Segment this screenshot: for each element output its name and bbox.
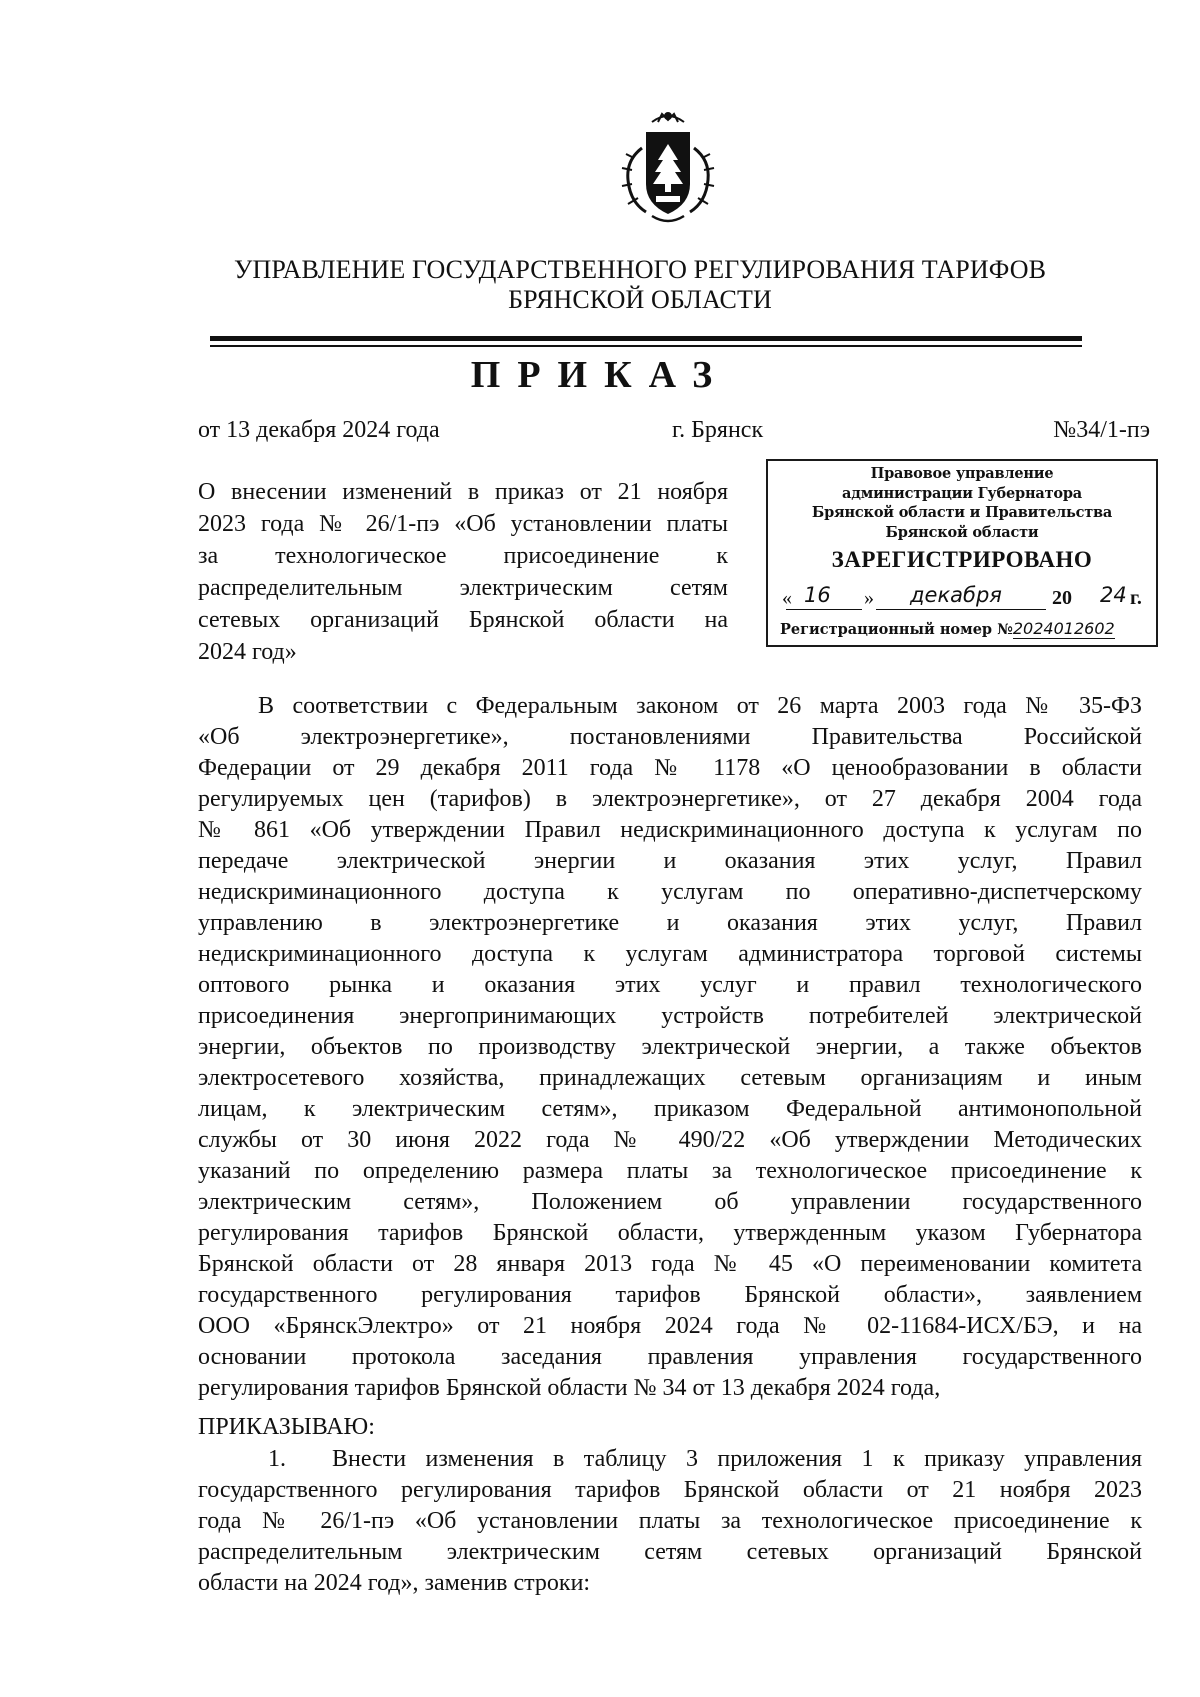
preamble-line: указаний по определению размера платы за технологическое присоединение к: [198, 1158, 1142, 1184]
stamp-year-prefix: 20: [1052, 587, 1072, 609]
preamble-line: электрическим сетям», Положением об управлении государственного: [198, 1189, 1142, 1215]
stamp-authority-line: Брянской области и Правительства: [811, 504, 1113, 521]
stamp-quote-mark: »: [864, 587, 874, 609]
preamble-text: [198, 691, 1142, 1404]
preamble-line: основании протокола заседания правления управления государственного: [198, 1344, 1142, 1370]
org-name-line-2: БРЯНСКОЙ ОБЛАСТИ: [508, 285, 772, 314]
stamp-handwritten-day: 16: [804, 583, 831, 607]
order-date: от 13 декабря 2024 года: [198, 417, 440, 443]
stamp-authority-line: Брянской области: [885, 523, 1039, 541]
subject-line: 2024 год»: [198, 639, 297, 665]
subject-line: 2023 года № 26/1-пэ «Об установлении платы: [198, 511, 728, 537]
preamble-line: Брянской области от 28 января 2013 года № 45 «О переименовании комитета: [198, 1251, 1142, 1277]
preamble-line: передаче электрической энергии и оказания этих услуг, Правил: [198, 848, 1142, 874]
stamp-handwritten-year: 24: [1100, 583, 1127, 607]
preamble-line: лицам, к электрическим сетям», приказом Федеральной антимонопольной: [198, 1096, 1142, 1122]
stamp-registered-label: ЗАРЕГИСТРИРОВАНО: [831, 547, 1093, 572]
stamp-authority: [768, 464, 1156, 542]
preamble-line: «Об электроэнергетике», постановлениями Правительства Российской: [198, 724, 1142, 750]
stamp-authority-line: Правовое управление: [870, 465, 1054, 482]
stamp-handwritten-month: декабря: [910, 583, 1002, 607]
preamble-line: Федерации от 29 декабря 2011 года № 1178 «О ценообразовании в области: [198, 755, 1142, 781]
preamble-line: энергии, объектов по производству электрической энергии, а также объектов: [198, 1034, 1142, 1060]
preamble-line: ООО «БрянскЭлектро» от 21 ноября 2024 года № 02-11684-ИСХ/БЭ, и на: [198, 1313, 1142, 1339]
subject-line: за технологическое присоединение к: [198, 543, 728, 569]
stamp-regnum-label: Регистрационный номер №: [780, 621, 1013, 638]
preamble-line: государственного регулирования тарифов Брянской области», заявлением: [198, 1282, 1142, 1308]
header-divider-thick: [210, 336, 1082, 341]
stamp-year-end: г.: [1130, 587, 1142, 609]
stamp-quote-mark: «: [782, 587, 792, 609]
stamp-handwritten-regnum: 2024012602: [1012, 619, 1115, 638]
stamp-date-row: [782, 585, 1150, 613]
document-type-title: ПРИКАЗ: [470, 354, 730, 396]
preamble-line: недискриминационного доступа к услугам администратора торговой системы: [198, 941, 1142, 967]
preamble-line: управлению в электроэнергетике и оказания этих услуг, Правил: [198, 910, 1142, 936]
item-line: года № 26/1-пэ «Об установлении платы за технологическое присоединение к: [198, 1508, 1142, 1534]
item-line-text: Внести изменения в таблицу 3 приложения 1 к приказу управления: [332, 1446, 1142, 1472]
subject-line: О внесении изменений в приказ от 21 ноября: [198, 479, 728, 505]
decree-keyword: ПРИКАЗЫВАЮ:: [198, 1414, 375, 1440]
header-divider-thin: [210, 345, 1082, 347]
order-item-1: [198, 1444, 1142, 1599]
preamble-line: оптового рынка и оказания этих услуг и правил технологического: [198, 972, 1142, 998]
order-number: №34/1-пэ: [1053, 417, 1150, 443]
organization-header: [180, 255, 1100, 315]
preamble-line: электросетевого хозяйства, принадлежащих сетевым организациям и иным: [198, 1065, 1142, 1091]
stamp-underline: [786, 609, 862, 610]
preamble-line: регулируемых цен (тарифов) в электроэнергетике», от 27 декабря 2004 года: [198, 786, 1142, 812]
org-name-line-1: УПРАВЛЕНИЕ ГОСУДАРСТВЕННОГО РЕГУЛИРОВАНИЯ ТАРИФОВ: [233, 255, 1047, 284]
preamble-line: В соответствии с Федеральным законом от 26 марта 2003 года № 35-ФЗ: [258, 693, 1142, 719]
subject-line: сетевых организаций Брянской области на: [198, 607, 728, 633]
coat-of-arms-emblem: [612, 108, 724, 232]
preamble-line: присоединения энергопринимающих устройств потребителей электрической: [198, 1003, 1142, 1029]
preamble-line: № 861 «Об утверждении Правил недискриминационного доступа к услугам по: [198, 817, 1142, 843]
item-line: области на 2024 год», заменив строки:: [198, 1570, 591, 1596]
item-line: [198, 1444, 1142, 1475]
item-line: государственного регулирования тарифов Брянской области от 21 ноября 2023: [198, 1477, 1142, 1503]
registration-stamp: [766, 459, 1158, 647]
preamble-line: регулирования тарифов Брянской области, утвержденным указом Губернатора: [198, 1220, 1142, 1246]
order-subject: [198, 476, 728, 668]
preamble-line: службы от 30 июня 2022 года № 490/22 «Об утверждении Методических: [198, 1127, 1142, 1153]
stamp-underline: [876, 609, 1046, 610]
preamble-line: регулирования тарифов Брянской области № 34 от 13 декабря 2024 года,: [198, 1375, 941, 1401]
order-city: г. Брянск: [672, 417, 764, 443]
stamp-authority-line: администрации Губернатора: [842, 484, 1082, 502]
item-number: 1.: [268, 1446, 286, 1472]
item-line: распределительным электрическим сетям сетевых организаций Брянской: [198, 1539, 1142, 1565]
preamble-line: недискриминационного доступа к услугам по оперативно-диспетчерскому: [198, 879, 1142, 905]
subject-line: распределительным электрическим сетям: [198, 575, 728, 601]
stamp-registration-number: [780, 619, 1152, 638]
